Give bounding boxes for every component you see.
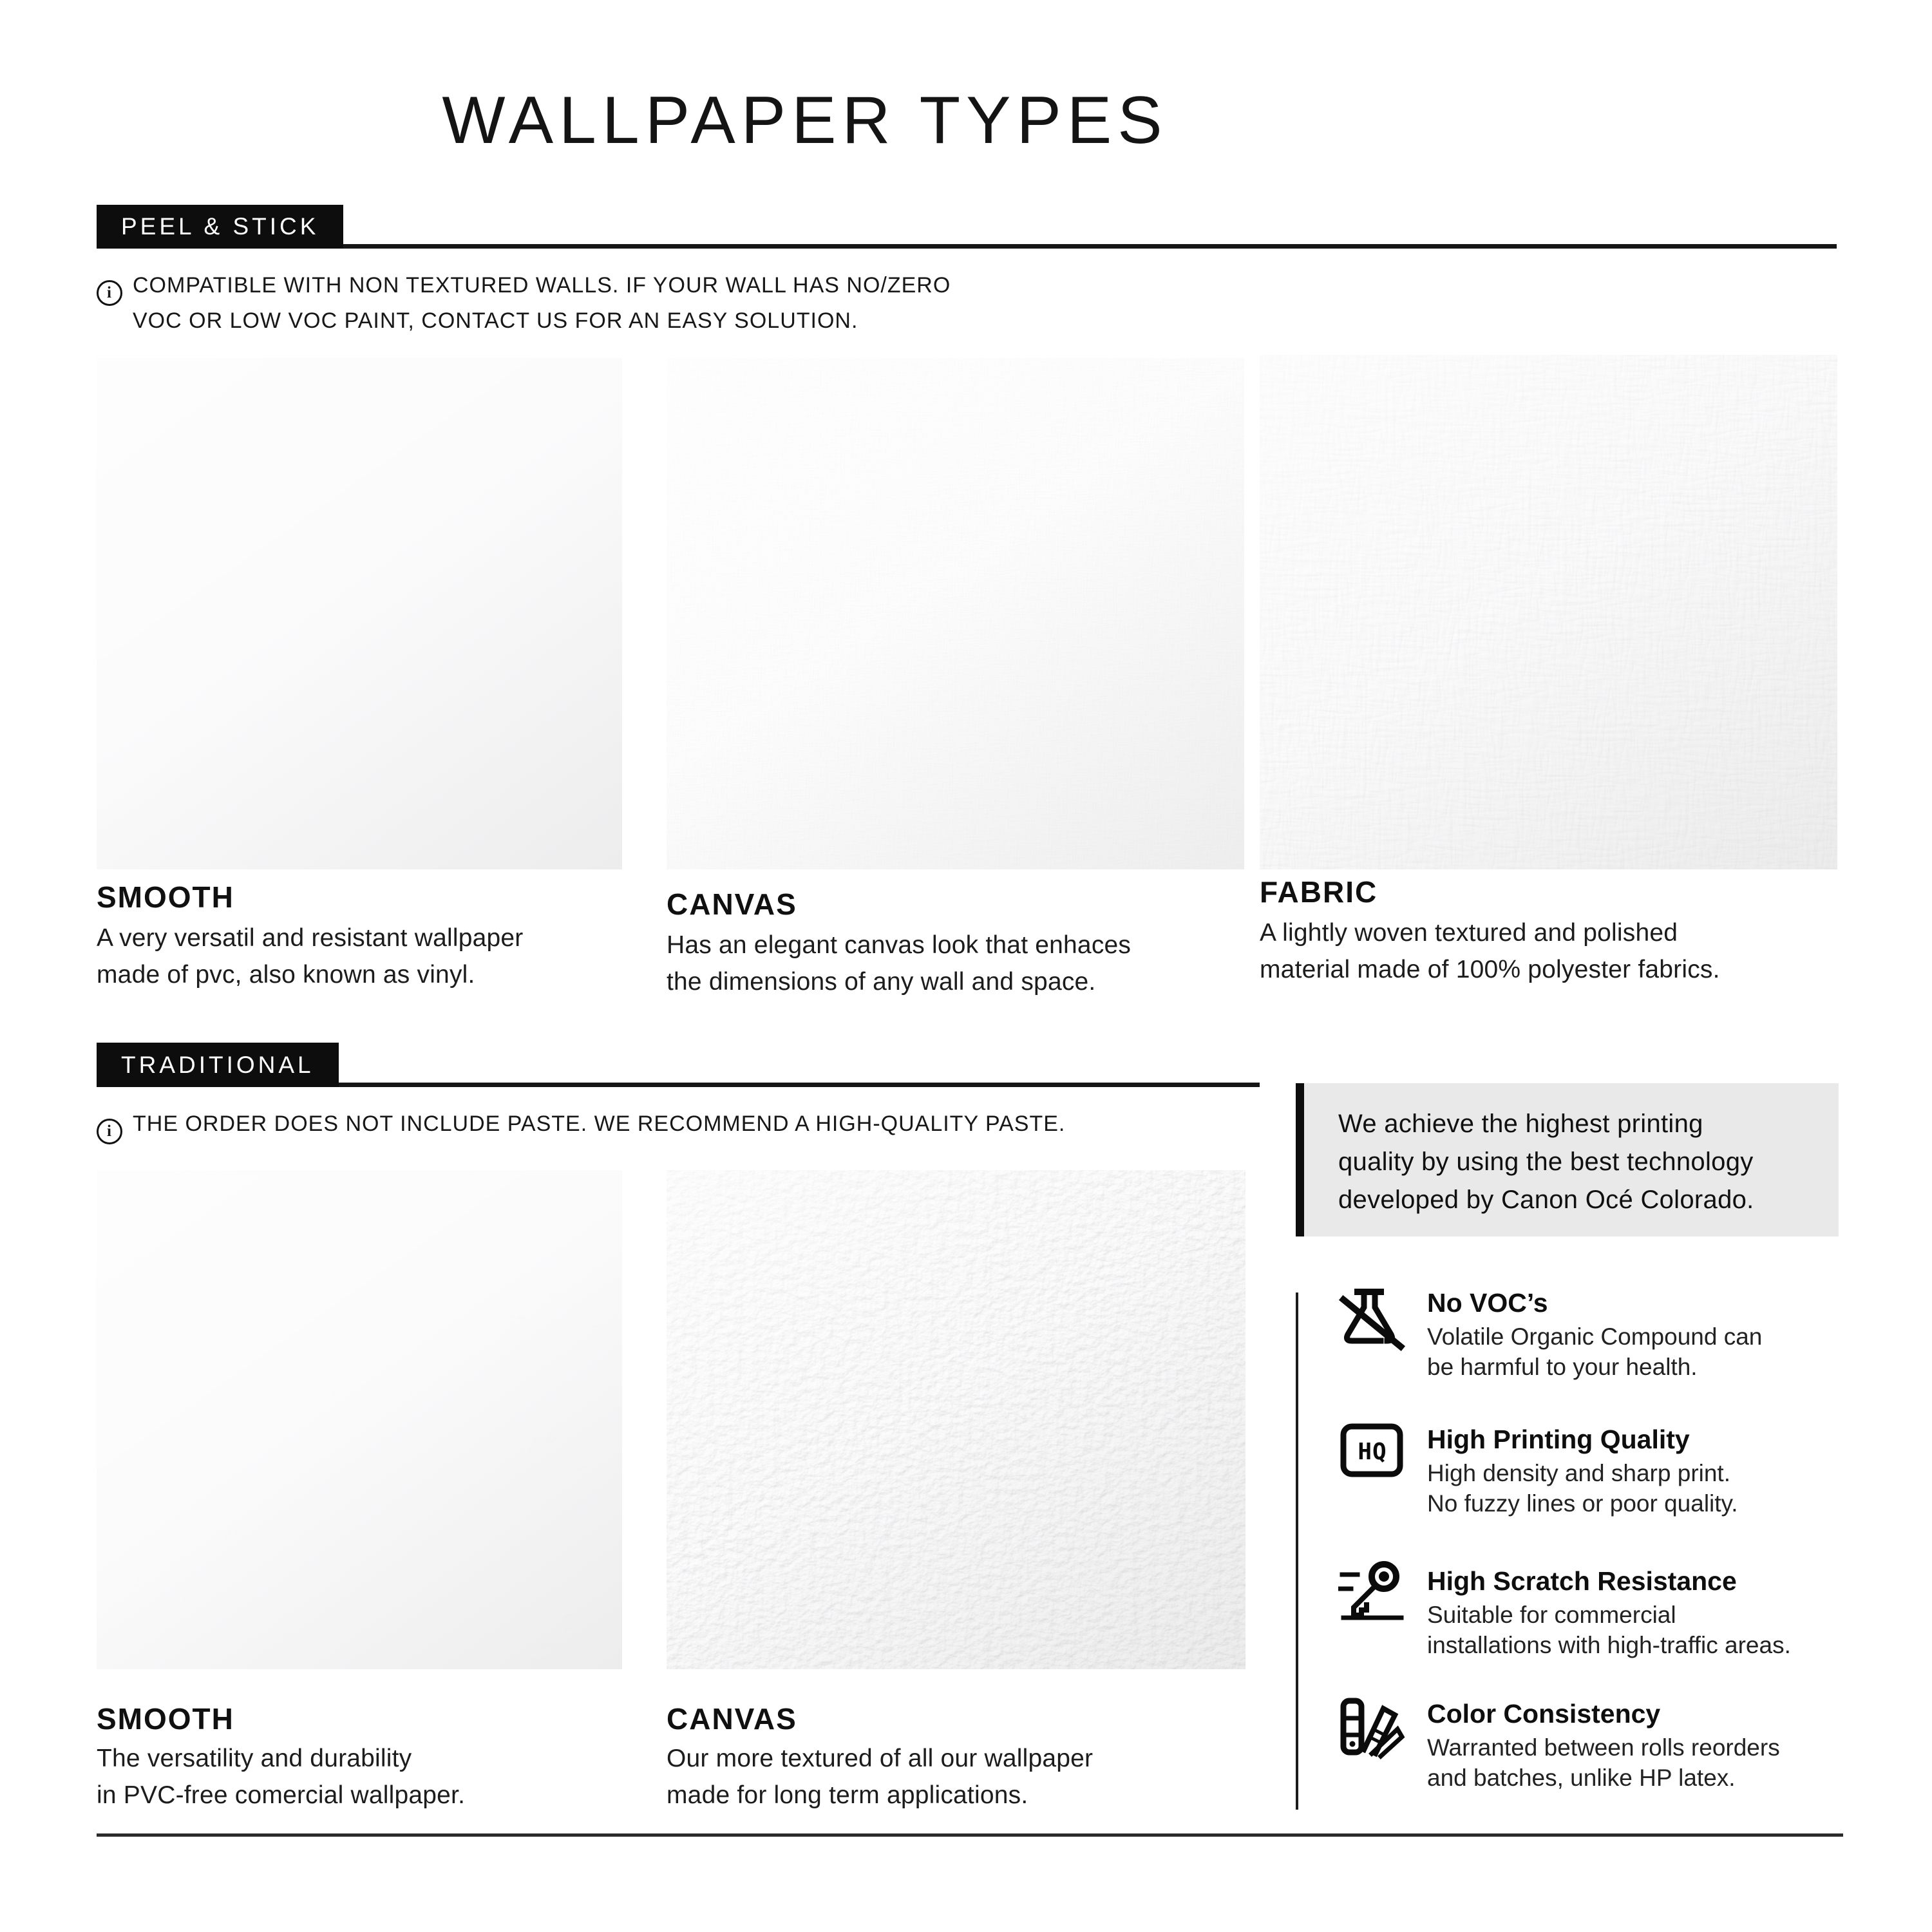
- no-voc-flask-icon: [1338, 1285, 1405, 1352]
- color-swatch-fan-icon: [1338, 1694, 1405, 1762]
- feature-description-line: Suitable for commercial: [1427, 1602, 1676, 1628]
- texture-shading-overlay: [97, 358, 622, 869]
- texture-sample-peel-stick-fabric: [1260, 355, 1837, 869]
- quality-text-line: quality by using the best technology: [1338, 1148, 1754, 1176]
- type-description-line: material made of 100% polyester fabrics.: [1260, 956, 1720, 983]
- texture-sample-traditional-smooth: [97, 1170, 622, 1669]
- peel-stick-note-line2: VOC OR LOW VOC PAINT, CONTACT US FOR AN EASY SOLUTION.: [133, 308, 858, 333]
- quality-text-line: We achieve the highest printing: [1338, 1110, 1703, 1138]
- texture-sample-traditional-canvas: [667, 1170, 1245, 1669]
- type-description: [1260, 914, 1720, 988]
- type-description: [97, 920, 523, 993]
- type-description-line: Our more textured of all our wallpaper: [667, 1745, 1094, 1772]
- texture-sample-peel-stick-canvas: [667, 358, 1244, 869]
- type-description-line: made for long term applications.: [667, 1781, 1028, 1809]
- feature-title: High Printing Quality: [1427, 1425, 1690, 1454]
- type-description-line: Has an elegant canvas look that enhaces: [667, 931, 1132, 959]
- traditional-note-line1: THE ORDER DOES NOT INCLUDE PASTE. WE RECOMMEND A HIGH-QUALITY PASTE.: [133, 1112, 1066, 1136]
- texture-shading-overlay: [667, 358, 1244, 869]
- feature-description-line: High density and sharp print.: [1427, 1460, 1730, 1486]
- feature-description-line: Volatile Organic Compound can: [1427, 1323, 1763, 1350]
- texture-shading-overlay: [1260, 355, 1837, 869]
- type-name-label: CANVAS: [667, 887, 797, 921]
- quality-highlight-box: [1296, 1083, 1839, 1236]
- feature-description: [1427, 1458, 1904, 1519]
- feature-description: [1427, 1600, 1904, 1660]
- type-description-line: the dimensions of any wall and space.: [667, 968, 1096, 996]
- page-title: WALLPAPER TYPES: [442, 83, 1168, 158]
- section-badge-peel-stick: PEEL & STICK: [97, 205, 343, 249]
- section-rule-peel-stick: [97, 244, 1837, 249]
- type-description-line: in PVC-free comercial wallpaper.: [97, 1781, 466, 1809]
- quality-text-line: developed by Canon Océ Colorado.: [1338, 1186, 1754, 1214]
- type-description-line: The versatility and durability: [97, 1745, 412, 1772]
- feature-description-line: be harmful to your health.: [1427, 1354, 1698, 1380]
- type-description: [667, 1740, 1093, 1814]
- type-name-label: CANVAS: [667, 1702, 797, 1736]
- type-description-line: A very versatil and resistant wallpaper: [97, 924, 524, 952]
- type-name-label: FABRIC: [1260, 875, 1378, 909]
- traditional-note: [97, 1109, 1065, 1144]
- quality-highlight-text: [1338, 1105, 1754, 1219]
- feature-description: [1427, 1732, 1904, 1793]
- features-vertical-divider: [1296, 1293, 1298, 1810]
- info-icon: i: [97, 1119, 122, 1144]
- feature-description-line: installations with high-traffic areas.: [1427, 1632, 1791, 1658]
- info-icon: i: [97, 280, 122, 306]
- type-description-line: A lightly woven textured and polished: [1260, 919, 1678, 947]
- feature-title: No VOC’s: [1427, 1288, 1548, 1318]
- hq-badge-label: HQ: [1358, 1439, 1387, 1465]
- feature-description-line: Warranted between rolls reorders: [1427, 1734, 1780, 1761]
- texture-shading-overlay: [97, 1170, 622, 1669]
- type-description: [97, 1740, 465, 1814]
- section-badge-traditional: TRADITIONAL: [97, 1043, 339, 1087]
- peel-stick-note-line1: COMPATIBLE WITH NON TEXTURED WALLS. IF YOUR WALL HAS NO/ZERO: [133, 273, 951, 298]
- peel-stick-note: [97, 270, 951, 336]
- feature-title: High Scratch Resistance: [1427, 1566, 1737, 1596]
- hq-badge-icon: [1338, 1421, 1405, 1480]
- type-name-label: SMOOTH: [97, 880, 234, 914]
- key-speed-icon: [1338, 1555, 1405, 1623]
- bottom-rule: [97, 1833, 1843, 1837]
- feature-description-line: No fuzzy lines or poor quality.: [1427, 1490, 1738, 1517]
- texture-sample-peel-stick-smooth: [97, 358, 622, 869]
- type-name-label: SMOOTH: [97, 1702, 234, 1736]
- feature-description-line: and batches, unlike HP latex.: [1427, 1765, 1736, 1791]
- texture-shading-overlay: [667, 1170, 1245, 1669]
- type-description: [667, 927, 1131, 1000]
- feature-description: [1427, 1321, 1904, 1382]
- feature-title: Color Consistency: [1427, 1699, 1661, 1728]
- type-description-line: made of pvc, also known as vinyl.: [97, 961, 475, 989]
